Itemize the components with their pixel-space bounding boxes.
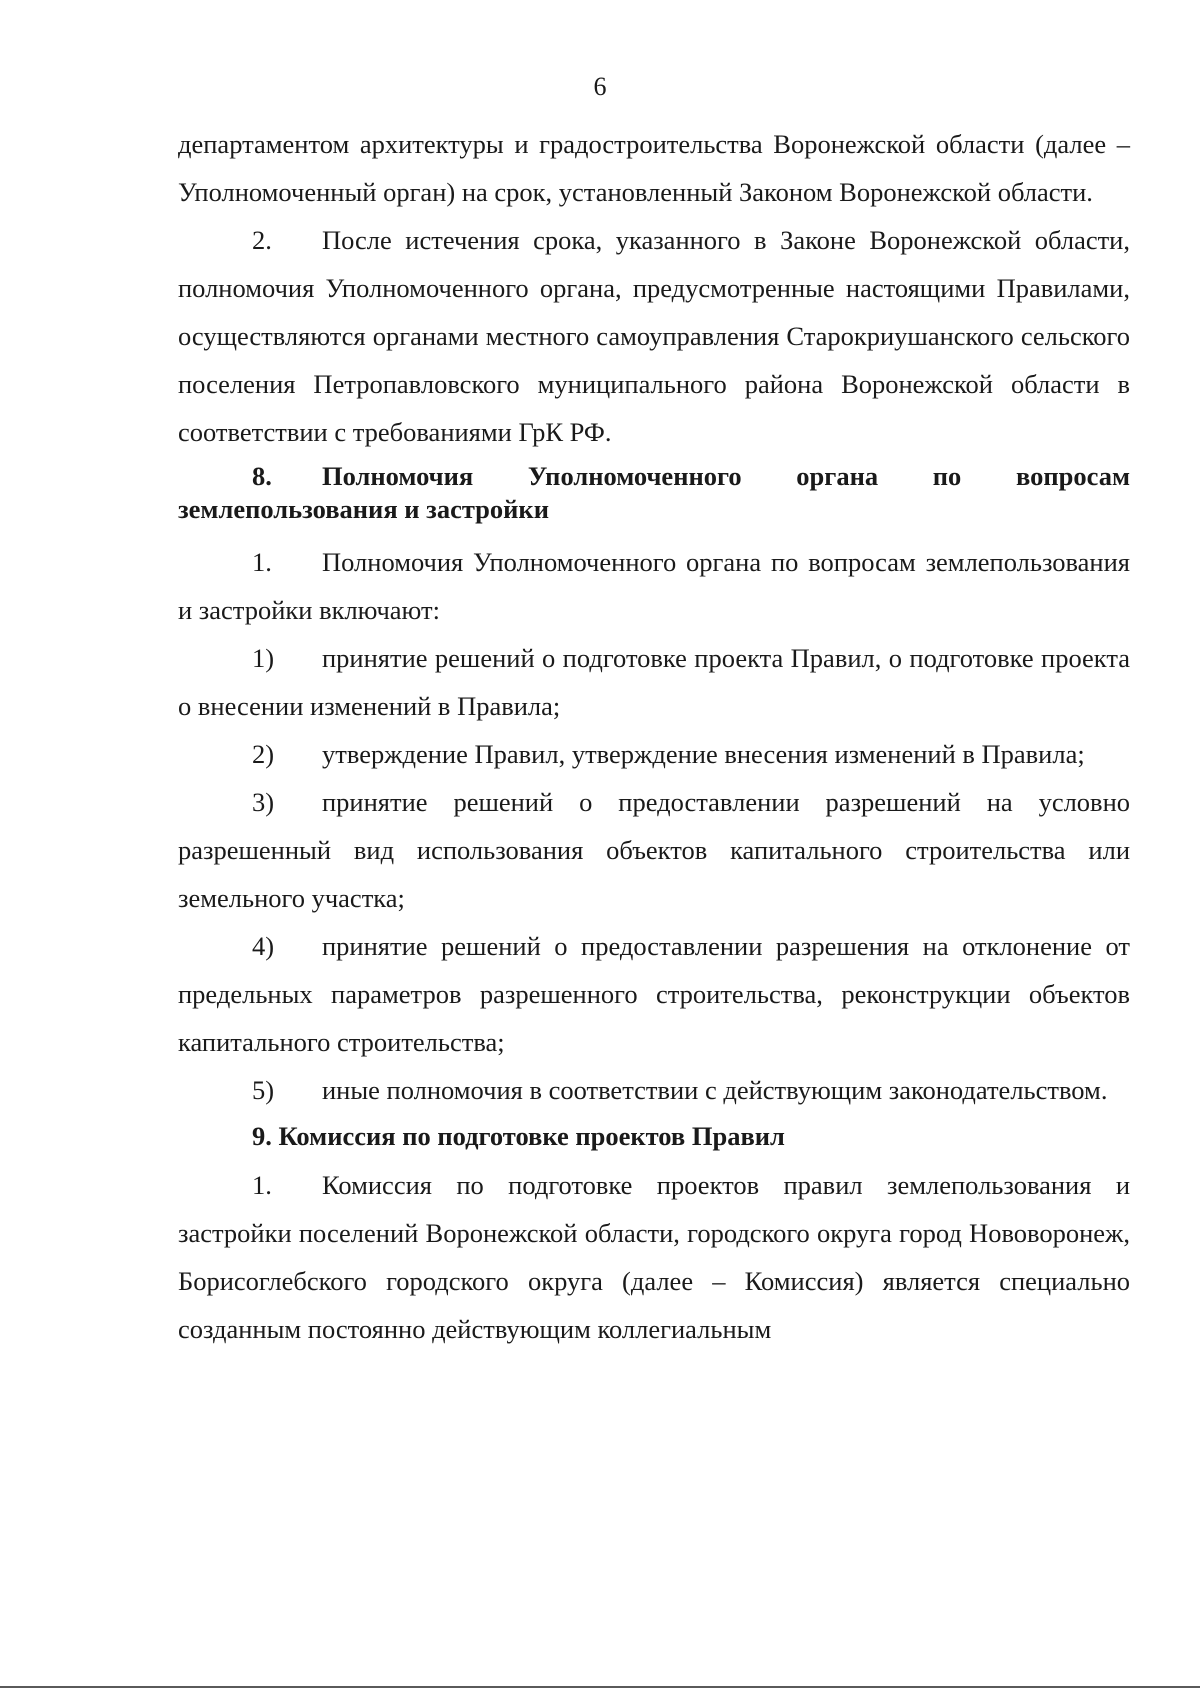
list-item — [178, 922, 1130, 1066]
paragraph-text: Комиссия по подготовке проектов правил землепользования и застройки поселений Воронежской области, городского округа город Нововоронеж, Борисоглебского городского округа (далее – Комиссия) является специально созданным постоянно действующим коллегиальным — [178, 1170, 1130, 1344]
paragraph-number: 1. — [252, 547, 272, 577]
list-item-number: 3) — [252, 787, 275, 817]
list-item-text: иные полномочия в соответствии с действующим законодательством. — [322, 1075, 1108, 1105]
list-item — [178, 778, 1130, 922]
list-item-text: принятие решений о предоставлении разрешения на отклонение от предельных параметров разрешенного строительства, реконструкции объектов капитального строительства; — [178, 931, 1130, 1057]
paragraph-number: 1. — [252, 1170, 272, 1200]
paragraph-continuation: департаментом архитектуры и градостроительства Воронежской области (далее – Уполномоченный орган) на срок, установленный Законом Воронежской области. — [178, 129, 1130, 207]
paragraph-text: После истечения срока, указанного в Законе Воронежской области, полномочия Уполномоченного органа, предусмотренные настоящими Правилами, осуществляются органами местного самоуправления Старокриушанского сельского поселения Петропавловского муниципального района Воронежской области в соответствии с требованиями ГрК РФ. — [178, 225, 1130, 447]
list-item-number: 1) — [252, 643, 275, 673]
section-number: 8. — [252, 461, 272, 491]
list-item-number: 5) — [252, 1075, 275, 1105]
section-8-paragraph-1 — [178, 538, 1130, 634]
list-item-text: утверждение Правил, утверждение внесения изменений в Правила; — [322, 739, 1085, 769]
section-9-heading: 9. Комиссия по подготовке проектов Правил — [252, 1121, 785, 1151]
section-8-heading — [178, 460, 1130, 526]
list-item-number: 2) — [252, 739, 275, 769]
list-item — [178, 634, 1130, 730]
section-9-paragraph-1 — [178, 1161, 1130, 1353]
section-title: Полномочия Уполномоченного органа по вопросам землепользования и застройки — [178, 461, 1130, 524]
paragraph-number: 2. — [252, 225, 272, 255]
scan-edge-line — [0, 1686, 1200, 1688]
paragraph-text: Полномочия Уполномоченного органа по вопросам землепользования и застройки включают: — [178, 547, 1130, 625]
page-number: 6 — [593, 72, 607, 101]
list-item-text: принятие решений о предоставлении разрешений на условно разрешенный вид использования объектов капитального строительства или земельного участка; — [178, 787, 1130, 913]
list-item-number: 4) — [252, 931, 275, 961]
list-item — [178, 730, 1130, 778]
paragraph-2 — [178, 216, 1130, 456]
document-body — [178, 120, 1130, 1353]
list-item — [178, 1066, 1130, 1114]
list-item-text: принятие решений о подготовке проекта Правил, о подготовке проекта о внесении изменений в Правила; — [178, 643, 1130, 721]
